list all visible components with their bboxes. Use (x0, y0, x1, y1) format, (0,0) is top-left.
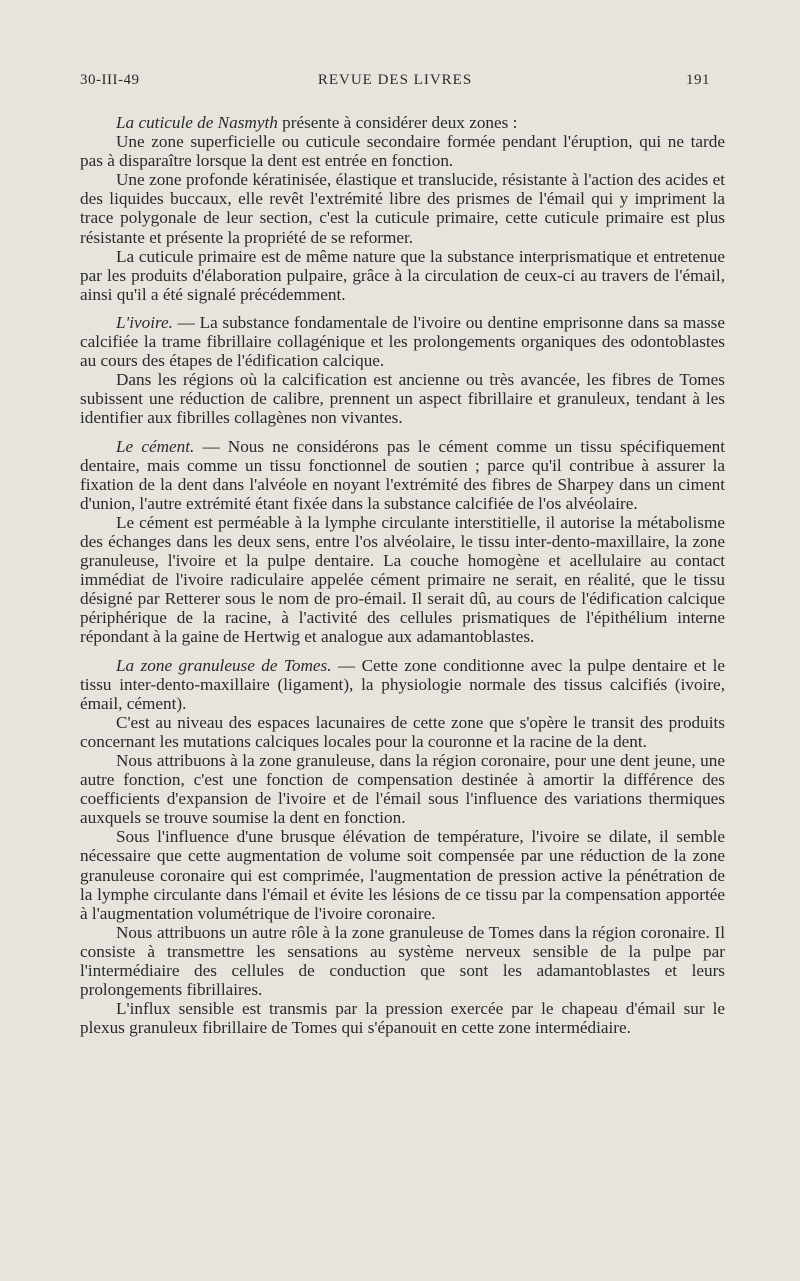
header-journal-title: REVUE DES LIVRES (317, 72, 473, 88)
paragraph-text: Une zone superficielle ou cuticule secondaire formée pendant l'éruption, qui ne tarde pas à disparaître lorsque la dent est entrée en fonction. (80, 132, 725, 171)
paragraph-text: — La substance fondamentale de l'ivoire ou dentine emprisonne dans sa masse calcifiée la trame fibrillaire collagénique et les prolongements organiques des odontoblastes au cours des étapes de l'édification calcique. (80, 312, 725, 371)
paragraph (80, 132, 725, 170)
paragraph (80, 370, 725, 427)
paragraph (80, 247, 725, 304)
running-header (80, 72, 710, 96)
page-number: 191 (686, 72, 710, 88)
paragraph-text: Une zone profonde kératinisée, élastique et translucide, résistante à l'action des acides et des liquides buccaux, elle revêt l'extrémité libre des prismes de l'émail qui y impriment la trace polygonale de leur section, c'est la cuticule primaire, cette cuticule primaire est plus résistante et présente la propriété de se reformer. (80, 170, 725, 247)
paragraph (80, 923, 725, 999)
paragraph-heading: La cuticule de Nasmyth (116, 113, 278, 132)
paragraph (80, 713, 725, 751)
paragraph-text: Nous attribuons à la zone granuleuse, dans la région coronaire, pour une dent jeune, une autre fonction, c'est une fonction de compensation destinée à amortir la différence des coefficients d'expansion de l'ivoire et de l'émail sous l'influence des variations thermiques auxquels se trouve soumise la dent en fonction. (80, 751, 725, 828)
paragraph (80, 827, 725, 922)
paragraph-heading: Le cément. (116, 436, 195, 456)
paragraph-text: Nous attribuons un autre rôle à la zone granuleuse de Tomes dans la région coronaire. Il consiste à transmettre les sensations au système nerveux sensible de la pulpe par l'intermédiaire des cellules de conduction que sont les adamantoblastes et leurs prolongements fibrillaires. (80, 922, 725, 1000)
paragraph-text: Sous l'influence d'une brusque élévation de température, l'ivoire se dilate, il semble nécessaire que cette augmentation de volume soit compensée par une réduction de la zone granuleuse coronaire qui est comprimée, l'augmentation de pression active la pénétration de la lymphe circulante dans l'émail et évite les lésions de ce tissu par la compensation apportée à l'augmentation volumétrique de l'ivoire coronaire. (80, 827, 725, 923)
paragraph-text: Dans les régions où la calcification est ancienne ou très avancée, les fibres de Tomes subissent une réduction de calibre, prennent un aspect fibrillaire et granuleux, tendant à les identifier aux fibrilles collagènes non vivantes. (80, 370, 725, 428)
paragraph-text: C'est au niveau des espaces lacunaires de cette zone que s'opère le transit des produits concernant les mutations calciques locales pour la couronne et la racine de la dent. (80, 712, 725, 751)
header-date: 30-III-49 (80, 72, 140, 88)
paragraph (80, 751, 725, 827)
paragraph-heading: La zone granuleuse de Tomes. (116, 655, 332, 675)
paragraph (80, 170, 725, 246)
article-body (80, 113, 725, 1037)
paragraph (80, 113, 725, 132)
paragraph-text: Le cément est perméable à la lymphe circulante interstitielle, il autorise la métabolisme des échanges dans les deux sens, entre l'os alvéolaire, le tissu inter-dento-maxillaire, la zone granuleuse, l'ivoire et la pulpe dentaire. La couche homogène et acellulaire au contact immédiat de l'ivoire radiculaire appelée cément primaire ne serait, en réalité, que le tissu désigné par Retterer sous le nom de pro-émail. Il serait dû, au cours de l'édification calcique périphérique de la racine, à l'activité des cellules prismatiques de l'épithélium interne répondant à la gaine de Hertwig et analogue aux adamantoblastes. (80, 512, 725, 647)
paragraph (80, 513, 725, 647)
paragraph-text: présente à considérer deux zones : (277, 113, 518, 132)
paragraph (80, 313, 725, 370)
paragraph-text: — Cette zone conditionne avec la pulpe dentaire et le tissu inter-dento-maxillaire (ligament), la physiologie normale des tissus calcifiés (ivoire, émail, cément). (80, 655, 726, 713)
paragraph-text: La cuticule primaire est de même nature que la substance interprismatique et entretenue par les produits d'élaboration pulpaire, grâce à la circulation de ceux-ci au travers de l'émail, ainsi qu'il a été signalé précédemment. (80, 246, 725, 304)
paragraph (80, 999, 725, 1037)
paragraph (80, 656, 725, 713)
paragraph (80, 437, 725, 513)
paragraph-heading: L'ivoire. (116, 312, 173, 332)
paragraph-text: — Nous ne considérons pas le cément comme un tissu spécifiquement dentaire, mais comme un tissu fonctionnel de soutien ; parce qu'il contribue à assurer la fixation de la dent dans l'alvéole en noyant l'extrémité des fibres de Sharpey dans un ciment d'union, l'autre extrémité étant fixée dans la substance calcifiée de l'os alvéolaire. (80, 436, 725, 513)
paragraph-text: L'influx sensible est transmis par la pression exercée par le chapeau d'émail sur le plexus granuleux fibrillaire de Tomes qui s'épanouit en cette zone intermédiaire. (80, 999, 725, 1038)
